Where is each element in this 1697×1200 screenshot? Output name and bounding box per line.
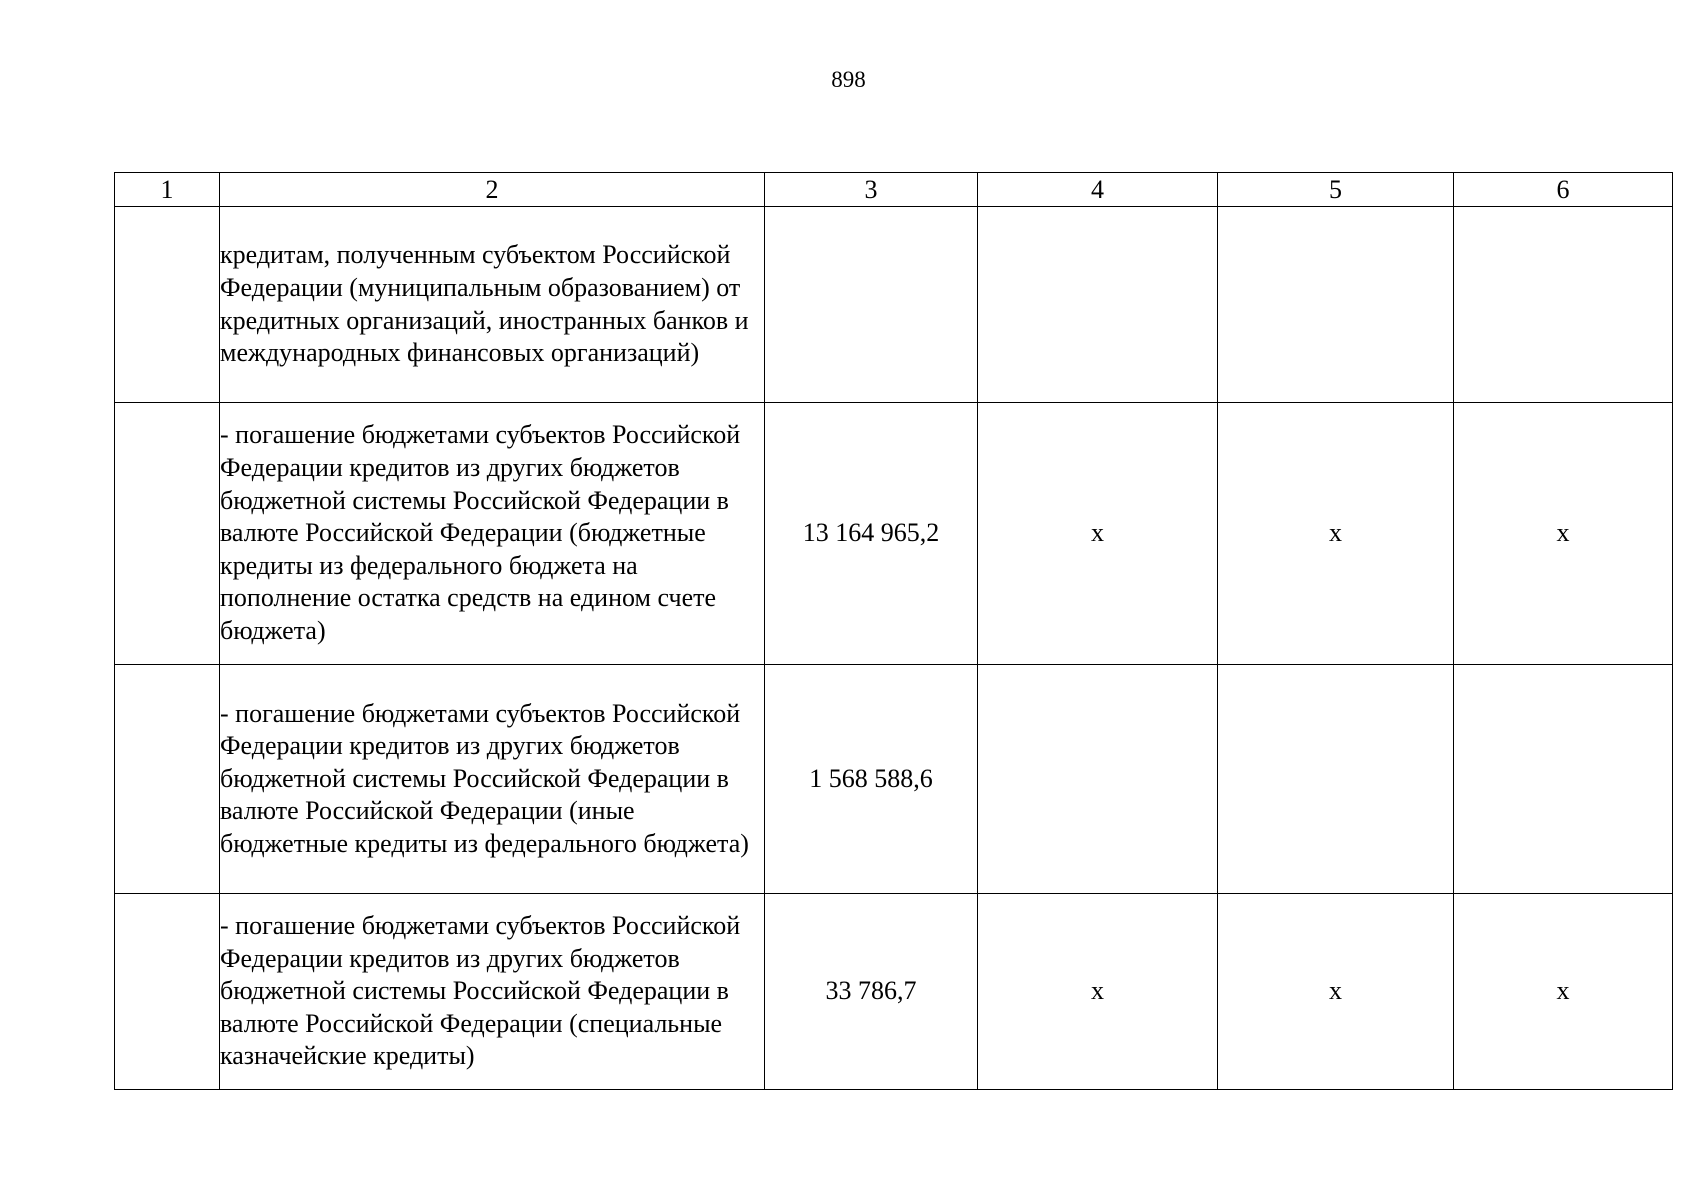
table-row (115, 403, 1673, 665)
column-header: 6 (1454, 173, 1673, 207)
row-code-cell (115, 207, 220, 403)
row-amount-cell (765, 207, 978, 403)
row-amount-cell: 13 164 965,2 (765, 403, 978, 665)
row-col5-cell: х (1218, 894, 1454, 1090)
row-description-cell: - погашение бюджетами субъектов Российской Федерации кредитов из других бюджетов бюджетной системы Российской Федерации в валюте Российской Федерации (иные бюджетные кредиты из федерального бюджета) (220, 665, 765, 894)
row-amount-cell: 1 568 588,6 (765, 665, 978, 894)
row-col6-cell (1454, 207, 1673, 403)
row-amount-cell: 33 786,7 (765, 894, 978, 1090)
row-col5-cell (1218, 207, 1454, 403)
row-code-cell (115, 403, 220, 665)
column-header: 4 (978, 173, 1218, 207)
table-header-row (115, 173, 1673, 207)
row-description-cell: - погашение бюджетами субъектов Российской Федерации кредитов из других бюджетов бюджетной системы Российской Федерации в валюте Российской Федерации (специальные казначейские кредиты) (220, 894, 765, 1090)
row-col6-cell: х (1454, 894, 1673, 1090)
column-header: 2 (220, 173, 765, 207)
row-code-cell (115, 665, 220, 894)
row-description-cell: - погашение бюджетами субъектов Российской Федерации кредитов из других бюджетов бюджетной системы Российской Федерации в валюте Российской Федерации (бюджетные кредиты из федерального бюджета на пополнение остатка средств на едином счете бюджета) (220, 403, 765, 665)
table-row (115, 894, 1673, 1090)
row-col6-cell (1454, 665, 1673, 894)
row-col6-cell: х (1454, 403, 1673, 665)
table-row (115, 665, 1673, 894)
row-col4-cell: х (978, 894, 1218, 1090)
row-col4-cell: х (978, 403, 1218, 665)
column-header: 5 (1218, 173, 1454, 207)
row-col5-cell: х (1218, 403, 1454, 665)
page-number: 898 (831, 67, 866, 92)
table-row (115, 207, 1673, 403)
budget-table (114, 172, 1673, 1090)
row-description-cell: кредитам, полученным субъектом Российской Федерации (муниципальным образованием) от кредитных организаций, иностранных банков и международных финансовых организаций) (220, 207, 765, 403)
column-header: 3 (765, 173, 978, 207)
row-col4-cell (978, 207, 1218, 403)
column-header: 1 (115, 173, 220, 207)
row-col5-cell (1218, 665, 1454, 894)
row-code-cell (115, 894, 220, 1090)
row-col4-cell (978, 665, 1218, 894)
